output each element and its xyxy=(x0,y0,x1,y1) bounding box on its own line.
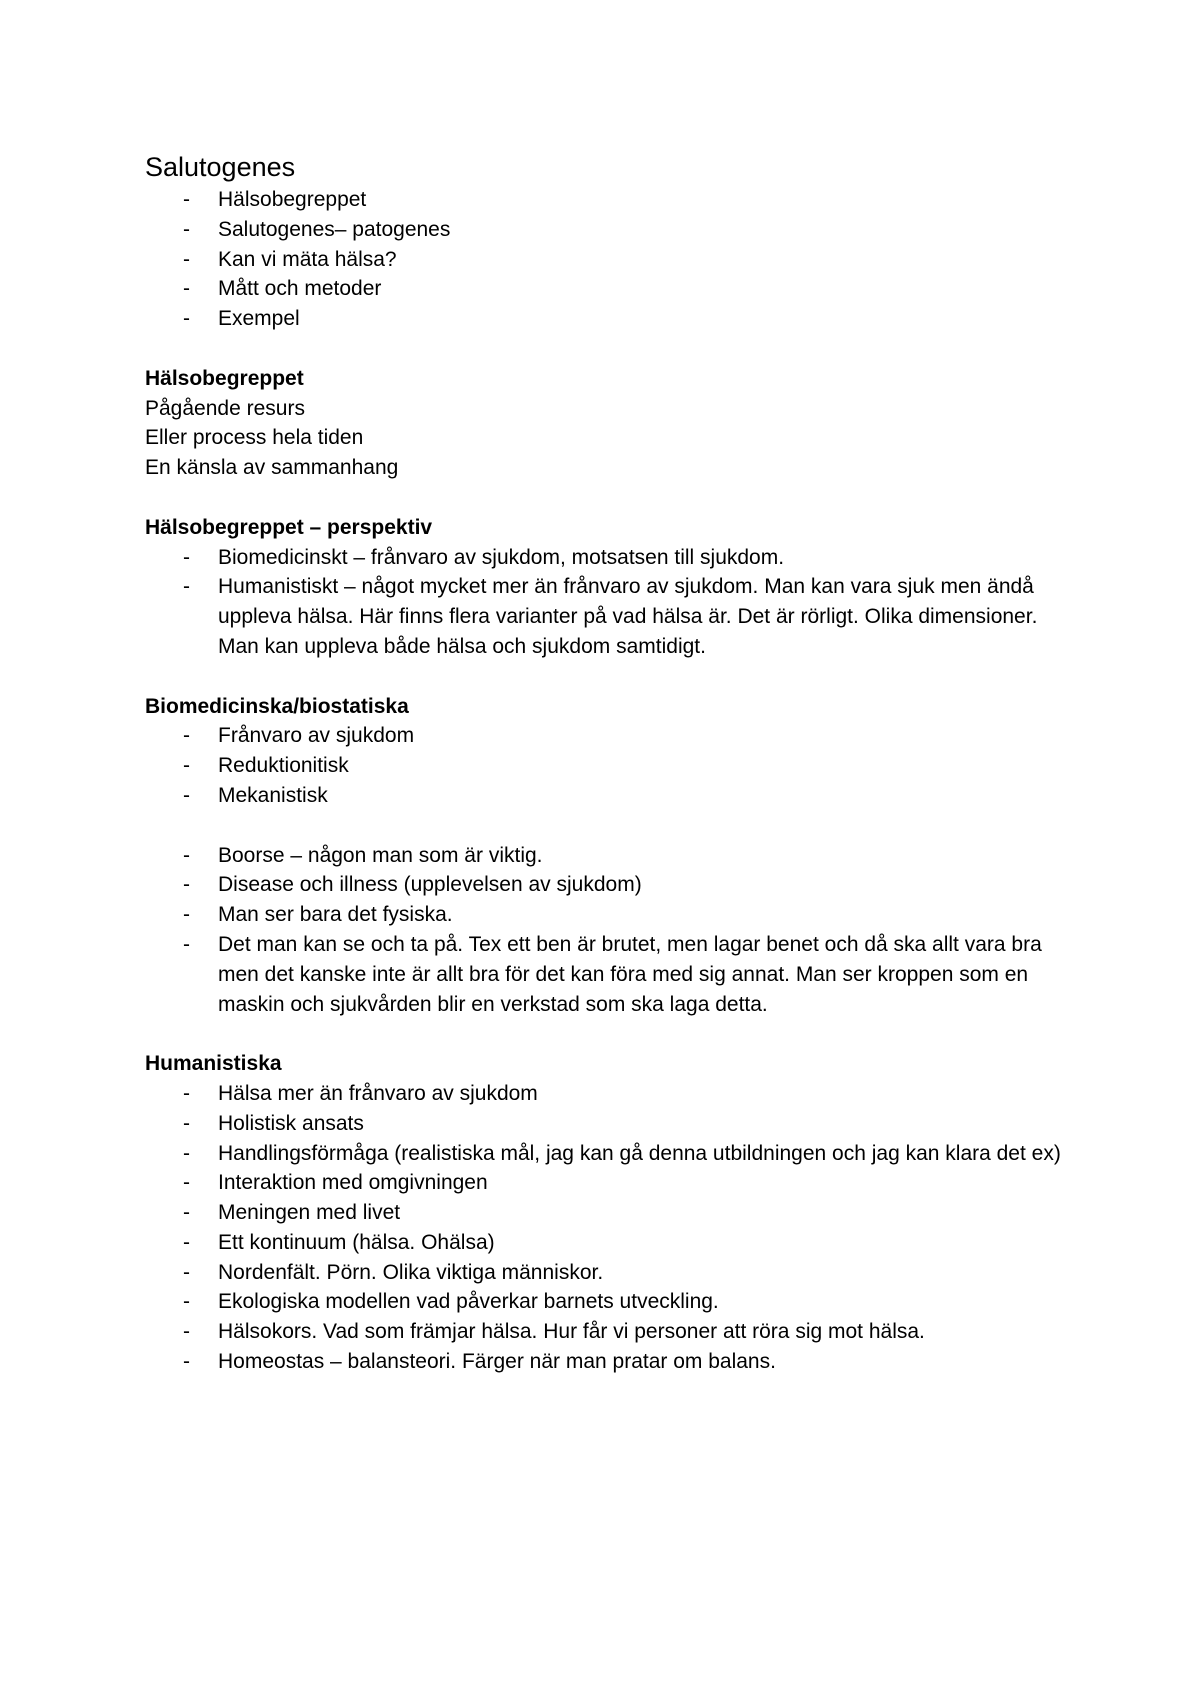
list-item: - Handlingsförmåga (realistiska mål, jag kan gå denna utbildningen och jag kan klara det ex) xyxy=(145,1139,1075,1169)
spacer xyxy=(145,483,1075,513)
list-item: - Salutogenes– patogenes xyxy=(145,215,1075,245)
list-item: - Boorse – någon man som är viktig. xyxy=(145,841,1075,871)
list-item: - Exempel xyxy=(145,304,1075,334)
list-item: - Frånvaro av sjukdom xyxy=(145,721,1075,751)
spacer xyxy=(145,1019,1075,1049)
list-item: - Reduktionitisk xyxy=(145,751,1075,781)
humanistiska-list xyxy=(145,1079,1075,1377)
biomedicinska-notes-list xyxy=(145,841,1075,1020)
text-line: Pågående resurs xyxy=(145,396,305,420)
list-item: - Humanistiskt – något mycket mer än frånvaro av sjukdom. Man kan vara sjuk men ändå uppleva hälsa. Här finns flera varianter på vad hälsa är. Det är rörligt. Olika dimensioner. Man kan uppleva både hälsa och sjukdom samtidigt. xyxy=(145,572,1075,661)
spacer xyxy=(145,334,1075,364)
list-item: - Hälsokors. Vad som främjar hälsa. Hur får vi personer att röra sig mot hälsa. xyxy=(145,1317,1075,1347)
list-item: - Ett kontinuum (hälsa. Ohälsa) xyxy=(145,1228,1075,1258)
list-item: - Disease och illness (upplevelsen av sjukdom) xyxy=(145,870,1075,900)
overview-list xyxy=(145,185,1075,334)
section-heading-humanistiska: Humanistiska xyxy=(145,1052,282,1076)
text-line: Eller process hela tiden xyxy=(145,426,364,450)
list-item: - Nordenfält. Pörn. Olika viktiga människor. xyxy=(145,1258,1075,1288)
list-item: - Det man kan se och ta på. Tex ett ben är brutet, men lagar benet och då ska allt vara bra men det kanske inte är allt bra för det kan föra med sig annat. Man ser kroppen som en maskin och sjukvården blir en verkstad som ska laga detta. xyxy=(145,930,1075,1019)
list-item: - Homeostas – balansteori. Färger när man pratar om balans. xyxy=(145,1347,1075,1377)
perspektiv-list xyxy=(145,543,1075,662)
list-item: - Ekologiska modellen vad påverkar barnets utveckling. xyxy=(145,1287,1075,1317)
section-heading-biomedicinska: Biomedicinska/biostatiska xyxy=(145,694,409,718)
list-item: - Man ser bara det fysiska. xyxy=(145,900,1075,930)
list-item: - Holistisk ansats xyxy=(145,1109,1075,1139)
list-item: - Biomedicinskt – frånvaro av sjukdom, motsatsen till sjukdom. xyxy=(145,543,1075,573)
list-item: - Mått och metoder xyxy=(145,274,1075,304)
spacer xyxy=(145,811,1075,841)
list-item: - Mekanistisk xyxy=(145,781,1075,811)
section-heading-perspektiv: Hälsobegreppet – perspektiv xyxy=(145,515,433,539)
list-item: - Interaktion med omgivningen xyxy=(145,1168,1075,1198)
text-line: En känsla av sammanhang xyxy=(145,456,399,480)
list-item: - Hälsa mer än frånvaro av sjukdom xyxy=(145,1079,1075,1109)
section-heading-halsobegreppet: Hälsobegreppet xyxy=(145,366,304,390)
spacer xyxy=(145,662,1075,692)
biomedicinska-list xyxy=(145,721,1075,810)
list-item: - Kan vi mäta hälsa? xyxy=(145,245,1075,275)
list-item: - Meningen med livet xyxy=(145,1198,1075,1228)
document-title: Salutogenes xyxy=(145,152,296,182)
list-item: - Hälsobegreppet xyxy=(145,185,1075,215)
document-page xyxy=(145,150,1075,1377)
